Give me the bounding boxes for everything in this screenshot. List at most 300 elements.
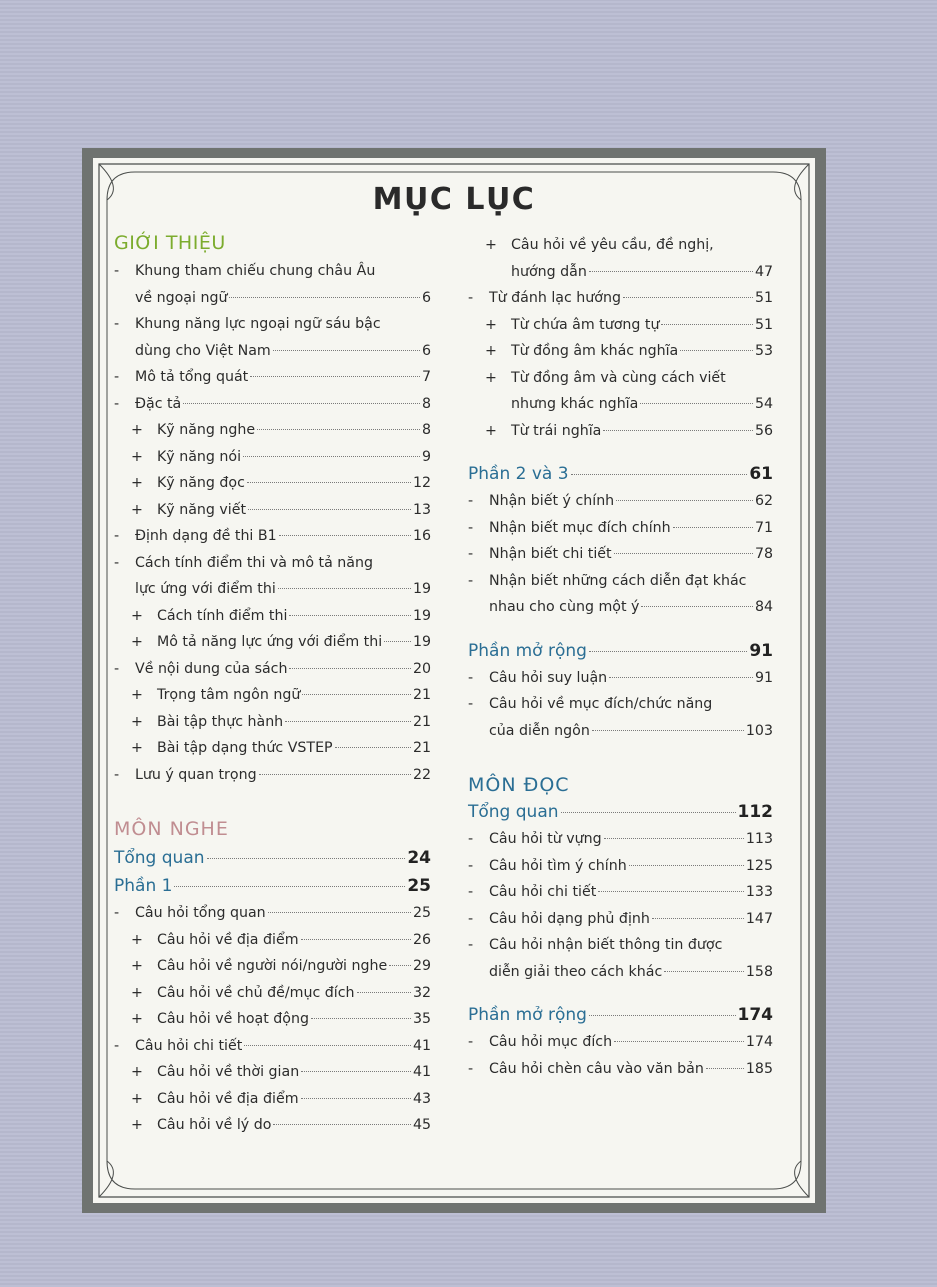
plus-bullet: + bbox=[131, 501, 143, 518]
toc-entry[interactable] bbox=[468, 691, 773, 744]
toc-line bbox=[489, 826, 773, 853]
entry-title: Câu hỏi tìm ý chính bbox=[489, 857, 627, 874]
page-number: 54 bbox=[754, 396, 773, 412]
toc-line bbox=[135, 762, 431, 789]
entry-title: Tổng quan bbox=[468, 802, 559, 822]
dash-bullet: - bbox=[468, 884, 474, 900]
toc-line bbox=[135, 285, 431, 312]
dot-leader bbox=[641, 606, 753, 607]
page-number: 8 bbox=[421, 395, 431, 412]
entry-title: Cách tính điểm thi bbox=[157, 607, 288, 624]
page-number: 158 bbox=[745, 963, 773, 980]
toc-part-entry[interactable] bbox=[114, 872, 431, 900]
plus-bullet: + bbox=[485, 237, 497, 253]
toc-entry[interactable] bbox=[114, 311, 431, 364]
section-gap bbox=[468, 621, 773, 637]
dot-leader bbox=[603, 430, 753, 431]
entry-title: Câu hỏi chèn câu vào văn bản bbox=[489, 1060, 704, 1077]
toc-entry[interactable] bbox=[468, 665, 773, 692]
toc-line bbox=[114, 844, 431, 872]
entry-title: Câu hỏi dạng phủ định bbox=[489, 910, 650, 927]
entry-title: Lưu ý quan trọng bbox=[135, 766, 257, 783]
page-number: 20 bbox=[412, 660, 431, 677]
entry-title: Câu hỏi suy luận bbox=[489, 669, 608, 686]
toc-line bbox=[157, 1086, 431, 1113]
page-number: 112 bbox=[737, 802, 773, 822]
dot-leader bbox=[706, 1068, 744, 1069]
toc-entry[interactable] bbox=[114, 444, 431, 471]
toc-entry[interactable] bbox=[468, 338, 773, 365]
toc-entry[interactable] bbox=[468, 541, 773, 568]
plus-bullet: + bbox=[131, 422, 143, 438]
entry-title: Từ đồng âm khác nghĩa bbox=[511, 343, 679, 359]
toc-entry[interactable] bbox=[114, 927, 431, 954]
toc-entry[interactable] bbox=[114, 523, 431, 550]
dot-leader bbox=[589, 1015, 736, 1016]
page-number: 25 bbox=[412, 905, 431, 921]
toc-entry[interactable] bbox=[114, 980, 431, 1007]
toc-entry[interactable] bbox=[114, 550, 431, 603]
toc-line bbox=[157, 927, 431, 954]
toc-line bbox=[157, 629, 431, 656]
toc-line bbox=[135, 364, 431, 391]
toc-line bbox=[468, 1001, 773, 1029]
dot-leader bbox=[561, 812, 736, 813]
plus-bullet: + bbox=[131, 475, 143, 491]
page-number: 16 bbox=[412, 528, 431, 544]
dot-leader bbox=[389, 965, 411, 966]
dot-leader bbox=[301, 1098, 411, 1099]
entry-title: Từ trái nghĩa bbox=[511, 422, 602, 439]
entry-title: Từ đánh lạc hướng bbox=[489, 290, 621, 306]
page-number: 185 bbox=[745, 1060, 773, 1077]
entry-title: Câu hỏi về lý do bbox=[157, 1117, 272, 1133]
dot-leader bbox=[664, 971, 744, 972]
toc-entry[interactable] bbox=[468, 365, 773, 418]
page-number: 7 bbox=[421, 369, 431, 385]
toc-entry[interactable] bbox=[114, 1006, 431, 1033]
toc-entry[interactable] bbox=[468, 488, 773, 515]
page-number: 91 bbox=[749, 640, 773, 661]
dot-leader bbox=[301, 939, 411, 940]
toc-line bbox=[157, 1006, 431, 1033]
toc-line bbox=[511, 418, 773, 445]
page-number: 13 bbox=[412, 501, 431, 518]
plus-bullet: + bbox=[131, 1090, 143, 1107]
dash-bullet: - bbox=[468, 1034, 474, 1050]
dot-leader bbox=[273, 1124, 411, 1125]
toc-entry[interactable] bbox=[468, 853, 773, 880]
page-number: 22 bbox=[412, 766, 431, 783]
entry-title: Đặc tả bbox=[135, 395, 182, 412]
toc-entry[interactable] bbox=[114, 1086, 431, 1113]
page-number: 103 bbox=[745, 722, 773, 739]
toc-part-entry[interactable] bbox=[114, 844, 431, 872]
entry-title: Mô tả tổng quát bbox=[135, 369, 249, 385]
dot-leader bbox=[250, 376, 420, 377]
toc-line bbox=[489, 1029, 773, 1056]
page-number: 91 bbox=[754, 669, 773, 686]
toc-line bbox=[489, 959, 773, 986]
page-number: 41 bbox=[412, 1064, 431, 1080]
page-title: MỤC LỤC bbox=[372, 182, 536, 217]
toc-left-column bbox=[114, 232, 431, 1139]
plus-bullet: + bbox=[131, 740, 143, 756]
dot-leader bbox=[301, 1071, 411, 1072]
dot-leader bbox=[640, 403, 753, 404]
toc-part-entry[interactable] bbox=[468, 1001, 773, 1029]
dot-leader bbox=[174, 886, 405, 887]
toc-line bbox=[489, 718, 773, 745]
toc-line bbox=[157, 444, 431, 471]
page-number: 174 bbox=[745, 1034, 773, 1050]
page-number: 32 bbox=[412, 984, 431, 1001]
toc-line bbox=[157, 709, 431, 736]
toc-entry[interactable] bbox=[468, 285, 773, 312]
plus-bullet: + bbox=[485, 343, 497, 359]
dot-leader bbox=[592, 730, 744, 731]
entry-title: Nhận biết mục đích chính bbox=[489, 519, 671, 536]
page-number: 6 bbox=[421, 342, 431, 359]
toc-entry[interactable] bbox=[114, 953, 431, 980]
entry-title: lực ứng với điểm thi bbox=[135, 581, 276, 597]
toc-line bbox=[157, 1112, 431, 1139]
toc-entry[interactable] bbox=[114, 470, 431, 497]
entry-title: Câu hỏi về địa điểm bbox=[157, 1090, 299, 1107]
dot-leader bbox=[629, 865, 744, 866]
toc-line bbox=[135, 311, 431, 338]
toc-line bbox=[468, 637, 773, 665]
book-page-frame bbox=[82, 148, 826, 1213]
dot-leader bbox=[652, 918, 744, 919]
toc-entry[interactable] bbox=[468, 418, 773, 445]
toc-entry[interactable] bbox=[468, 312, 773, 339]
toc-line bbox=[489, 853, 773, 880]
dot-leader bbox=[673, 527, 753, 528]
toc-line bbox=[135, 1033, 431, 1060]
toc-line bbox=[135, 656, 431, 683]
page-number: 71 bbox=[754, 519, 773, 536]
entry-title: Từ chứa âm tương tự bbox=[511, 316, 660, 333]
dash-bullet: - bbox=[468, 669, 474, 686]
toc-line bbox=[468, 798, 773, 826]
dot-leader bbox=[207, 858, 406, 859]
page-number: 24 bbox=[407, 848, 431, 868]
dash-bullet: - bbox=[468, 546, 474, 562]
toc-line bbox=[157, 603, 431, 630]
dash-bullet: - bbox=[114, 905, 120, 921]
toc-entry[interactable] bbox=[114, 364, 431, 391]
entry-title: Câu hỏi chi tiết bbox=[489, 884, 597, 900]
plus-bullet: + bbox=[131, 448, 143, 465]
dot-leader bbox=[257, 429, 420, 430]
page-number: 29 bbox=[412, 958, 431, 974]
plus-bullet: + bbox=[131, 1064, 143, 1080]
toc-line bbox=[511, 259, 773, 286]
toc-line bbox=[468, 460, 773, 488]
toc-entry[interactable] bbox=[114, 417, 431, 444]
listening-heading: MÔN NGHE bbox=[114, 818, 229, 840]
page-number: 21 bbox=[412, 713, 431, 730]
entry-title: nhau cho cùng một ý bbox=[489, 599, 640, 615]
page-number: 53 bbox=[754, 343, 773, 359]
toc-line bbox=[135, 523, 431, 550]
entry-title: Khung tham chiếu chung châu Âu bbox=[135, 263, 376, 279]
entry-title: Cách tính điểm thi và mô tả năng bbox=[135, 554, 373, 571]
dash-bullet: - bbox=[468, 1060, 474, 1077]
toc-line bbox=[489, 594, 773, 621]
dash-bullet: - bbox=[468, 937, 474, 953]
toc-entry[interactable] bbox=[468, 879, 773, 906]
entry-title: Câu hỏi tổng quan bbox=[135, 905, 266, 921]
page-number: 51 bbox=[754, 316, 773, 333]
listening-continued-list bbox=[468, 232, 773, 744]
dash-bullet: - bbox=[114, 1037, 120, 1054]
toc-entry[interactable] bbox=[114, 709, 431, 736]
toc-right-column bbox=[468, 232, 773, 1082]
toc-entry[interactable] bbox=[468, 826, 773, 853]
toc-entry[interactable] bbox=[468, 1056, 773, 1083]
entry-title: Bài tập thực hành bbox=[157, 713, 284, 730]
page-number: 19 bbox=[412, 607, 431, 624]
toc-part-entry[interactable] bbox=[468, 460, 773, 488]
toc-entry[interactable] bbox=[114, 900, 431, 927]
page-number: 35 bbox=[412, 1011, 431, 1027]
intro-heading: GIỚI THIỆU bbox=[114, 232, 226, 254]
dash-bullet: - bbox=[468, 572, 474, 589]
page-number: 56 bbox=[754, 422, 773, 439]
entry-title: Kỹ năng nói bbox=[157, 448, 242, 465]
plus-bullet: + bbox=[131, 984, 143, 1001]
dot-leader bbox=[384, 641, 411, 642]
page-number: 51 bbox=[754, 290, 773, 306]
dot-leader bbox=[259, 774, 411, 775]
dot-leader bbox=[357, 992, 411, 993]
toc-line bbox=[511, 312, 773, 339]
toc-line bbox=[157, 417, 431, 444]
plus-bullet: + bbox=[485, 316, 497, 333]
toc-entry[interactable] bbox=[114, 603, 431, 630]
toc-entry[interactable] bbox=[114, 656, 431, 683]
toc-line bbox=[114, 872, 431, 900]
page-number: 43 bbox=[412, 1090, 431, 1107]
toc-line bbox=[489, 541, 773, 568]
page-number: 45 bbox=[412, 1117, 431, 1133]
entry-title: Câu hỏi về địa điểm bbox=[157, 931, 299, 948]
toc-entry[interactable] bbox=[114, 1059, 431, 1086]
dash-bullet: - bbox=[114, 554, 120, 571]
toc-line bbox=[135, 391, 431, 418]
entry-title: Câu hỏi về yêu cầu, đề nghị, bbox=[511, 237, 714, 253]
plus-bullet: + bbox=[131, 1011, 143, 1027]
page-number: 62 bbox=[754, 493, 773, 509]
dot-leader bbox=[243, 456, 420, 457]
toc-line bbox=[135, 258, 431, 285]
dot-leader bbox=[589, 271, 753, 272]
dot-leader bbox=[616, 500, 753, 501]
entry-title: Nhận biết chi tiết bbox=[489, 546, 612, 562]
dot-leader bbox=[680, 350, 753, 351]
dash-bullet: - bbox=[468, 831, 474, 847]
toc-line bbox=[511, 338, 773, 365]
page-number: 47 bbox=[754, 263, 773, 280]
page-number: 19 bbox=[412, 581, 431, 597]
toc-entry[interactable] bbox=[114, 735, 431, 762]
entry-title: Câu hỏi về người nói/người nghe bbox=[157, 958, 388, 974]
entry-title: Phần 1 bbox=[114, 876, 173, 896]
dash-bullet: - bbox=[468, 519, 474, 536]
plus-bullet: + bbox=[485, 369, 497, 386]
toc-entry[interactable] bbox=[114, 1112, 431, 1139]
entry-title: Câu hỏi về mục đích/chức năng bbox=[489, 696, 713, 712]
plus-bullet: + bbox=[485, 422, 497, 439]
dot-leader bbox=[335, 747, 411, 748]
toc-line bbox=[489, 1056, 773, 1083]
dot-leader bbox=[623, 297, 753, 298]
plus-bullet: + bbox=[131, 931, 143, 948]
toc-entry[interactable] bbox=[468, 515, 773, 542]
toc-line bbox=[135, 900, 431, 927]
page-number: 125 bbox=[745, 857, 773, 874]
dash-bullet: - bbox=[468, 696, 474, 712]
dash-bullet: - bbox=[114, 395, 120, 412]
page-number: 113 bbox=[745, 831, 773, 847]
dot-leader bbox=[289, 668, 410, 669]
entry-title: Câu hỏi về thời gian bbox=[157, 1064, 300, 1080]
dash-bullet: - bbox=[468, 910, 474, 927]
toc-line bbox=[157, 953, 431, 980]
section-gap bbox=[468, 985, 773, 1001]
dash-bullet: - bbox=[114, 528, 120, 544]
toc-line bbox=[135, 576, 431, 603]
dot-leader bbox=[289, 615, 411, 616]
dot-leader bbox=[661, 324, 752, 325]
toc-entry[interactable] bbox=[114, 258, 431, 311]
entry-title: Câu hỏi về hoạt động bbox=[157, 1011, 309, 1027]
toc-entry[interactable] bbox=[114, 497, 431, 524]
page-number: 78 bbox=[754, 546, 773, 562]
entry-title: Trọng tâm ngôn ngữ bbox=[157, 687, 301, 703]
dot-leader bbox=[311, 1018, 411, 1019]
entry-title: diễn giải theo cách khác bbox=[489, 963, 663, 980]
page-number: 84 bbox=[754, 599, 773, 615]
entry-title: Khung năng lực ngoại ngữ sáu bậc bbox=[135, 316, 381, 332]
entry-title: Định dạng đề thi B1 bbox=[135, 528, 277, 544]
entry-title: Kỹ năng đọc bbox=[157, 475, 245, 491]
page-number: 12 bbox=[412, 475, 431, 491]
toc-entry[interactable] bbox=[114, 391, 431, 418]
dot-leader bbox=[229, 297, 420, 298]
dot-leader bbox=[278, 588, 411, 589]
listening-list bbox=[114, 844, 431, 1139]
plus-bullet: + bbox=[131, 713, 143, 730]
dot-leader bbox=[598, 891, 744, 892]
entry-title: Mô tả năng lực ứng với điểm thi bbox=[157, 634, 383, 650]
toc-entry[interactable] bbox=[468, 568, 773, 621]
toc-line bbox=[157, 1059, 431, 1086]
dot-leader bbox=[183, 403, 420, 404]
entry-title: Câu hỏi mục đích bbox=[489, 1034, 613, 1050]
entry-title: về ngoại ngữ bbox=[135, 289, 228, 306]
toc-entry[interactable] bbox=[114, 1033, 431, 1060]
section-gap bbox=[468, 444, 773, 460]
dot-leader bbox=[273, 350, 420, 351]
dash-bullet: - bbox=[114, 660, 120, 677]
dot-leader bbox=[571, 474, 748, 475]
toc-entry[interactable] bbox=[468, 906, 773, 933]
entry-title: Nhận biết những cách diễn đạt khác bbox=[489, 572, 747, 589]
dot-leader bbox=[268, 912, 411, 913]
dot-leader bbox=[614, 553, 753, 554]
dash-bullet: - bbox=[114, 766, 120, 783]
entry-title: Về nội dung của sách bbox=[135, 660, 288, 677]
toc-line bbox=[489, 515, 773, 542]
page-number: 61 bbox=[749, 464, 773, 484]
page-number: 26 bbox=[412, 931, 431, 948]
toc-line bbox=[511, 391, 773, 418]
toc-part-entry[interactable] bbox=[468, 798, 773, 826]
toc-line bbox=[157, 682, 431, 709]
page-number: 9 bbox=[421, 448, 431, 465]
toc-line bbox=[157, 735, 431, 762]
dash-bullet: - bbox=[468, 493, 474, 509]
toc-line bbox=[489, 568, 773, 595]
toc-line bbox=[157, 497, 431, 524]
toc-line bbox=[489, 488, 773, 515]
page-number: 174 bbox=[737, 1005, 773, 1025]
entry-title: của diễn ngôn bbox=[489, 722, 590, 739]
dash-bullet: - bbox=[114, 369, 120, 385]
entry-title: Từ đồng âm và cùng cách viết bbox=[511, 369, 726, 386]
page-number: 133 bbox=[745, 884, 773, 900]
dot-leader bbox=[302, 694, 411, 695]
reading-list bbox=[468, 798, 773, 1082]
toc-line bbox=[489, 691, 773, 718]
toc-entry[interactable] bbox=[114, 762, 431, 789]
toc-entry[interactable] bbox=[468, 932, 773, 985]
toc-line bbox=[157, 980, 431, 1007]
toc-line bbox=[489, 932, 773, 959]
plus-bullet: + bbox=[131, 1117, 143, 1133]
dash-bullet: - bbox=[114, 316, 120, 332]
toc-entry[interactable] bbox=[114, 682, 431, 709]
toc-entry[interactable] bbox=[114, 629, 431, 656]
intro-list bbox=[114, 258, 431, 788]
dot-leader bbox=[589, 651, 747, 652]
dot-leader bbox=[279, 535, 411, 536]
book-page bbox=[93, 158, 815, 1203]
toc-part-entry[interactable] bbox=[468, 637, 773, 665]
page-number: 19 bbox=[412, 634, 431, 650]
entry-title: nhưng khác nghĩa bbox=[511, 396, 639, 412]
entry-title: hướng dẫn bbox=[511, 263, 587, 280]
dot-leader bbox=[614, 1041, 744, 1042]
toc-entry[interactable] bbox=[468, 232, 773, 285]
entry-title: Câu hỏi nhận biết thông tin được bbox=[489, 937, 723, 953]
dot-leader bbox=[604, 838, 744, 839]
toc-line bbox=[489, 285, 773, 312]
toc-entry[interactable] bbox=[468, 1029, 773, 1056]
entry-title: Câu hỏi từ vựng bbox=[489, 831, 602, 847]
dot-leader bbox=[244, 1045, 411, 1046]
page-number: 21 bbox=[412, 687, 431, 703]
entry-title: dùng cho Việt Nam bbox=[135, 342, 271, 359]
dot-leader bbox=[247, 482, 411, 483]
page-number: 25 bbox=[407, 876, 431, 896]
toc-line bbox=[489, 665, 773, 692]
plus-bullet: + bbox=[131, 607, 143, 624]
toc-line bbox=[489, 879, 773, 906]
